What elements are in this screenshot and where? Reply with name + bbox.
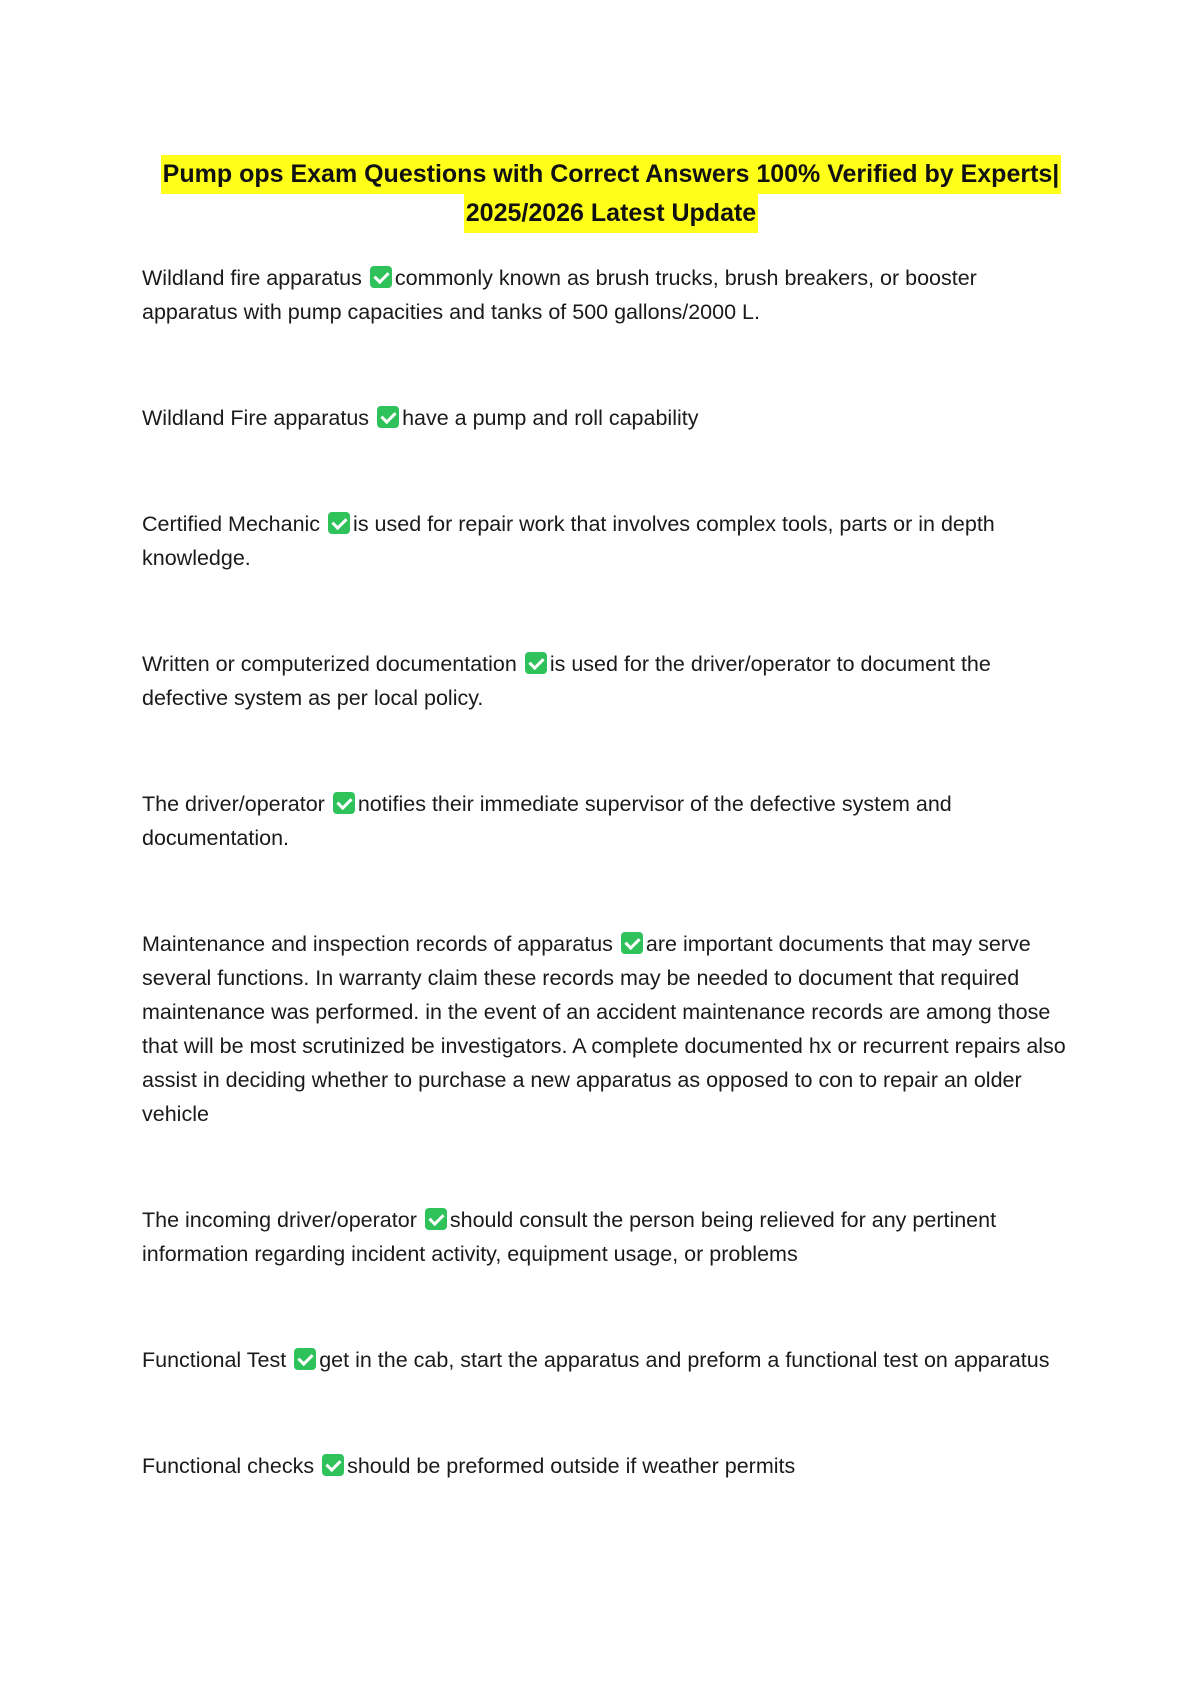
qa-answer: should consult the person being relieved for any pertinent information regarding incident activity, equipment usage, or problems — [142, 1208, 997, 1266]
qa-answer: should be preformed outside if weather permits — [347, 1454, 796, 1478]
qa-item-7 — [142, 1203, 1072, 1271]
qa-answer: have a pump and roll capability — [402, 406, 699, 430]
qa-term: The incoming driver/operator — [142, 1208, 417, 1232]
qa-term: Functional Test — [142, 1348, 287, 1372]
qa-term: Wildland fire apparatus — [142, 266, 362, 290]
qa-answer: are important documents that may serve several functions. In warranty claim these records may be needed to document that required maintenance was performed. in the event of an accident maintenance records are among those that will be most scrutinized be investigators. A complete documented hx or recurrent repairs also assist in deciding whether to purchase a new apparatus as opposed to con to repair an older vehicle — [142, 932, 1066, 1126]
qa-item-3 — [142, 507, 1072, 575]
check-icon — [333, 792, 355, 814]
check-icon — [621, 932, 643, 954]
check-icon — [377, 406, 399, 428]
qa-item-6 — [142, 927, 1072, 1131]
check-icon — [525, 652, 547, 674]
qa-answer: notifies their immediate supervisor of the defective system and documentation. — [142, 792, 952, 850]
qa-answer: is used for the driver/operator to document the defective system as per local policy. — [142, 652, 991, 710]
check-icon — [370, 266, 392, 288]
qa-item-5 — [142, 787, 1072, 855]
check-icon — [425, 1208, 447, 1230]
qa-item-8 — [142, 1343, 1072, 1377]
title-line-1: Pump ops Exam Questions with Correct Answers 100% Verified by Experts| — [161, 155, 1062, 194]
qa-item-2 — [142, 401, 1072, 435]
qa-term: Written or computerized documentation — [142, 652, 517, 676]
qa-term: Wildland Fire apparatus — [142, 406, 370, 430]
qa-term: Maintenance and inspection records of apparatus — [142, 932, 613, 956]
qa-answer: commonly known as brush trucks, brush breakers, or booster apparatus with pump capacities and tanks of 500 gallons/2000 L. — [142, 266, 977, 324]
qa-item-9 — [142, 1449, 1072, 1483]
qa-answer: get in the cab, start the apparatus and preform a functional test on apparatus — [319, 1348, 1050, 1372]
check-icon — [322, 1454, 344, 1476]
check-icon — [328, 512, 350, 534]
qa-answer: is used for repair work that involves complex tools, parts or in depth knowledge. — [142, 512, 995, 570]
check-icon — [294, 1348, 316, 1370]
qa-term: The driver/operator — [142, 792, 325, 816]
qa-item-1 — [142, 261, 1072, 329]
qa-term: Functional checks — [142, 1454, 315, 1478]
qa-item-4 — [142, 647, 1072, 715]
title-line-2: 2025/2026 Latest Update — [464, 194, 758, 233]
qa-term: Certified Mechanic — [142, 512, 321, 536]
document-title — [142, 155, 1080, 233]
